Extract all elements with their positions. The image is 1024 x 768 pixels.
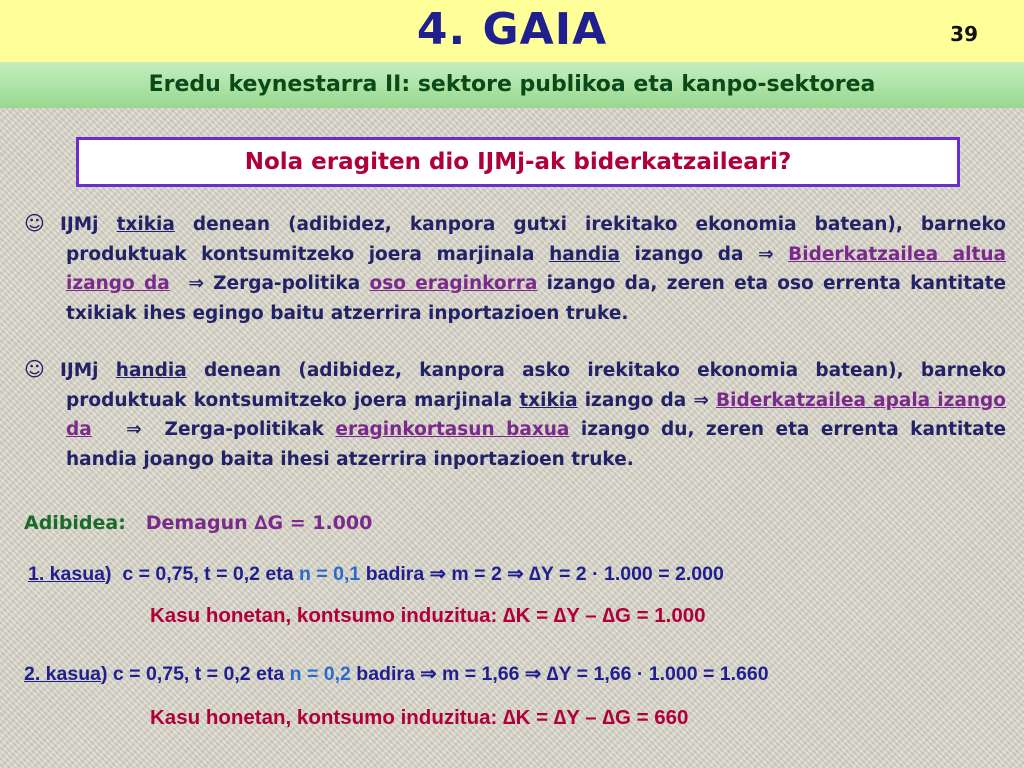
bullet-2-text-1: IJMj [60,360,116,381]
bullet-2-underline-1: handia [115,360,187,381]
bullet-1-underline-2: handia [549,243,620,265]
bullet-1-underline-1: txikia [116,214,175,235]
case-2-result: ∆Y = 1,66 · 1.000 = 1.660 [541,663,769,685]
case-2-m: m = 1,66 [436,663,525,685]
case-1-paren: ) [104,563,112,585]
implies-icon: ⇒ [524,663,542,685]
implies-icon: ⇒ [188,273,204,294]
bullet-small-ijmj [24,210,1006,328]
bullet-1-text-2: denean (adibidez, kanpora gutxi irekitako ekonomia batean), barneko produktuak kontsumitzeko joera marjinala [66,214,1006,265]
bullet-1-multiplier-statement: Biderkatzailea altua izango da [66,243,1006,294]
example-label: Adibidea: [24,512,126,534]
implies-icon: ⇒ [693,389,709,411]
slide-title: 4. GAIA [416,4,608,55]
bullet-2-text-2: denean (adibidez, kanpora asko irekitako ekonomia batean), barneko produktuak kontsumitzeko joera marjinala [66,360,1006,411]
bullet-1-text-5: izango da, zeren eta oso errenta kantitate txikiak ihes egingo baitu atzerrira inportazioen truke. [66,273,1006,324]
case-2-badira: badira [350,663,421,685]
case-1-consumption: Kasu honetan, kontsumo induzitua: ∆K = ∆Y – ∆G = 1.000 [150,604,706,627]
bullet-2-multiplier-statement: Biderkatzailea apala izango da [66,389,1006,440]
bullet-2-text-5: izango du, zeren eta errenta kantitate handia joango baita ihesi atzerrira inportazioen truke. [66,419,1007,470]
bullet-1-effectiveness: oso eraginkorra [369,273,538,294]
smiley-icon: ☺ [24,211,45,235]
question-text: Nola eragiten dio IJMj-ak biderkatzaileari? [244,149,792,175]
bullet-2-text-3: izango da [577,389,694,411]
bullet-1-text-3: izango da [619,243,759,265]
subtitle-band [0,62,1024,108]
bullet-large-ijmj [24,356,1006,474]
implies-icon: ⇒ [429,563,446,585]
case-1-m: m = 2 [445,563,508,585]
bullet-1-text-4: Zerga-politika [203,273,370,294]
implies-icon: ⇒ [126,419,142,440]
case-1-badira: badira [360,563,430,585]
bullet-2-text-4: Zerga-politikak [153,419,336,440]
case-1-params: c = 0,75, t = 0,2 eta [122,563,300,585]
smiley-icon: ☺ [24,357,45,381]
case-2-n: n = 0,2 [289,663,351,685]
bullet-1-text-1: IJMj [60,214,117,235]
case-1-result: ∆Y = 2 · 1.000 = 2.000 [523,563,724,585]
page-number: 39 [950,22,978,46]
bullet-2-underline-2: txikia [519,389,578,411]
case-2-label: 2. kasua [24,663,101,685]
bullet-2-effectiveness: eraginkortasun baxua [335,419,570,440]
case-1-label: 1. kasua [28,563,105,585]
implies-icon: ⇒ [758,243,774,265]
question-box [76,137,960,187]
case-2-params: c = 0,75, t = 0,2 eta [112,663,290,685]
example-assumption: Demagun ∆G = 1.000 [145,512,373,534]
case-1-n: n = 0,1 [299,563,361,585]
case-2-consumption: Kasu honetan, kontsumo induzitua: ∆K = ∆Y – ∆G = 660 [150,706,689,729]
case-2-paren: ) [100,663,108,685]
case-2-line [24,662,769,686]
slide-subtitle: Eredu keynestarra II: sektore publikoa eta kanpo-sektorea [148,72,876,97]
implies-icon: ⇒ [507,563,524,585]
implies-icon: ⇒ [420,663,437,685]
example-heading [24,512,372,534]
case-1-line [28,562,724,586]
